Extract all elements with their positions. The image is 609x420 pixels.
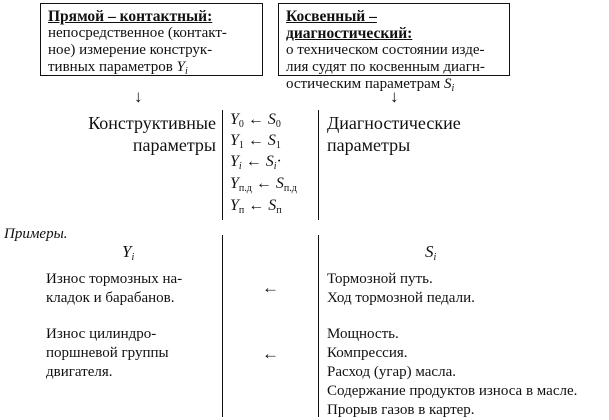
relation-y: Y [230,175,239,192]
relation-row [230,196,282,221]
down-arrow-left: ↓ [134,87,143,106]
relation-y-sub: п.д [238,183,252,194]
relation-s-sub: i [273,161,277,172]
direct-method-line [48,59,255,80]
indirect-method-box [278,3,510,94]
examples-left-header [122,242,134,263]
example-left-line: Износ тормозных на- [46,271,183,287]
examples-left-header-var: Y [122,242,132,261]
example-left-line: двигателя. [46,364,113,380]
direct-method-var: Y [176,59,185,75]
relation-y: Y [230,153,239,170]
indirect-method-var: S [444,76,452,92]
relation-y-sub: i [238,161,242,172]
direct-method-box [40,3,263,76]
constructive-params-label [84,112,216,156]
down-arrow-right: ↓ [390,87,399,106]
relation-s: S [267,132,276,149]
relation-s: S [268,197,277,214]
example-right-line: Компрессия. [327,345,408,361]
relations-left-divider [222,110,223,220]
direct-method-line: ное) измерение конструк- [48,42,213,58]
indirect-method-var-sub: i [451,83,455,94]
relation-y: Y [230,132,239,149]
relation-s-sub: п [276,205,282,216]
indirect-method-line: лия судят по косвенным диагн- [286,59,485,75]
example-right-line: Мощность. [327,326,399,342]
diagnostic-params-label [327,112,477,156]
examples-right-header-sub: i [433,252,437,263]
relation-s: S [267,111,276,128]
example-right-line: Прорыв газов в картер. [327,402,475,418]
relation-s: S [265,153,274,170]
example-left-line: Износ цилиндро- [46,326,157,342]
relation-s-sub: п.д [283,183,297,194]
examples-right-divider [318,235,319,417]
example-left-line: кладок и барабанов. [46,290,175,306]
relation-arrow: ← [247,111,264,128]
examples-left-divider [222,235,223,417]
constructive-params-line: параметры [132,135,216,155]
examples-title: Примеры. [4,226,68,242]
examples-right-header [425,242,436,263]
example-row-2-right [327,325,577,420]
relation-y: Y [230,197,239,214]
relation-arrow: ← [255,175,272,192]
direct-method-line-text: тивных параметров [48,59,177,75]
direct-method-var-sub: i [184,66,188,77]
indirect-method-title: Косвенный – диагностический: [286,8,413,42]
relation-arrow: ← [248,197,265,214]
example-right-line: Содержание продуктов износа в масле. [327,383,578,399]
relation-arrow: ← [247,132,264,149]
example-row-2-arrow: ← [262,344,279,363]
example-right-line: Расход (угар) масла. [327,364,456,380]
diagnostic-params-line: параметры [327,135,411,155]
relations-right-divider [318,110,319,220]
relation-s: S [275,175,284,192]
example-row-2-left [46,325,169,382]
example-right-line: Ход тормозной педали. [327,290,475,306]
example-left-line: поршневой группы [46,345,169,361]
relation-arrow: ← [245,153,262,170]
direct-method-line: непосредственное (контакт- [48,25,227,41]
relation-y-sub: 1 [238,140,244,151]
diagnostic-params-line: Диагностические [327,113,461,133]
direct-method-title: Прямой – контактный: [48,8,213,25]
indirect-method-line-text: остическим параметрам [286,76,445,92]
relation-s-sub: 1 [275,140,281,151]
relation-y: Y [230,111,239,128]
example-right-line: Тормозной путь. [327,271,433,287]
indirect-method-line: о техническом состоянии изде- [286,42,485,58]
examples-left-header-sub: i [131,252,135,263]
example-row-1-arrow: ← [262,278,279,297]
examples-right-header-var: S [425,242,434,261]
example-row-1-left [46,270,182,308]
relation-s-sub: 0 [275,119,281,130]
relation-y-sub: п [238,205,245,216]
relation-tail: · [276,153,282,170]
constructive-params-line: Конструктивные [88,113,216,133]
relation-y-sub: 0 [238,119,244,130]
example-row-1-right [327,270,475,308]
